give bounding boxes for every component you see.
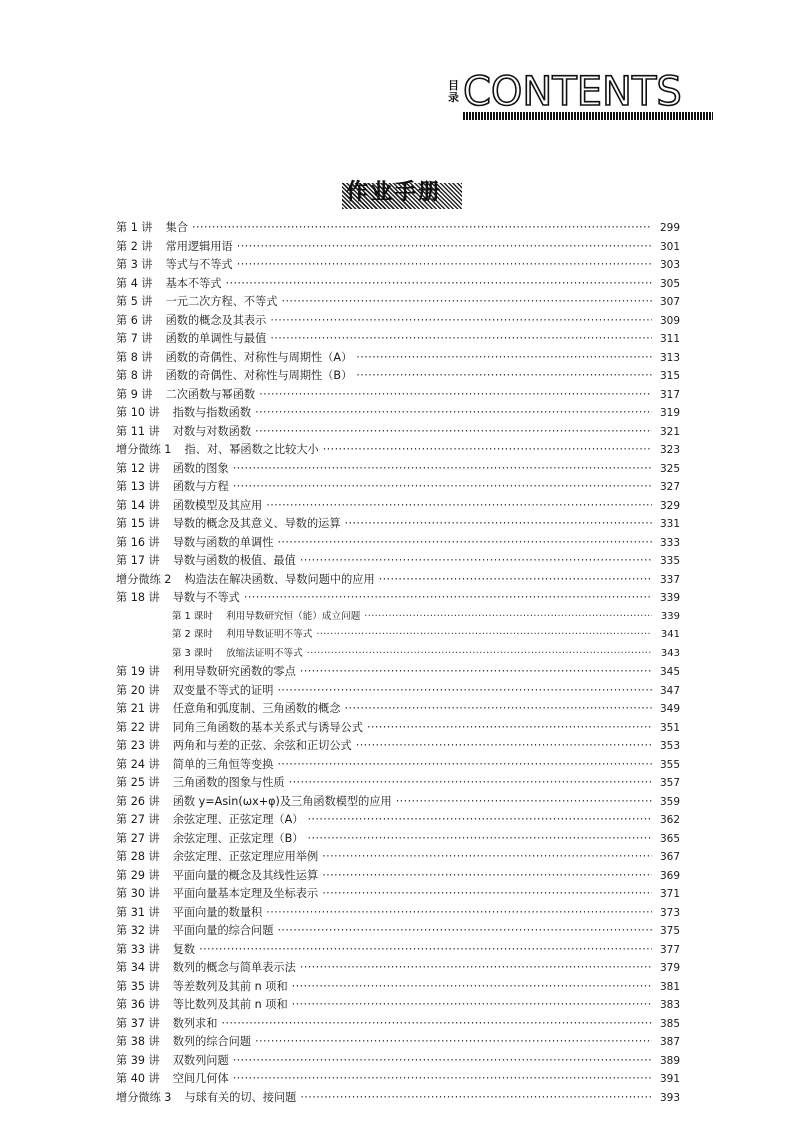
- toc-entry-number: 第 28 讲: [116, 850, 160, 863]
- toc-entry-title: 平面向量基本定理及坐标表示: [172, 887, 319, 900]
- toc-page-number: 347: [659, 684, 680, 697]
- toc-entry-number: 第 26 讲: [116, 794, 160, 808]
- toc-entry[interactable]: [116, 904, 680, 923]
- toc-entry[interactable]: [116, 719, 680, 738]
- toc-page-number: 321: [659, 425, 680, 438]
- toc-leader-dots: [396, 793, 652, 811]
- toc-entry-title: 构造法在解决函数、导数问题中的应用: [184, 572, 375, 586]
- toc-leader-dots: [237, 238, 652, 256]
- toc-leader-dots: [292, 996, 652, 1014]
- toc-leader-dots: [233, 478, 652, 496]
- toc-entry[interactable]: [116, 275, 680, 294]
- toc-page-number: 391: [659, 1073, 680, 1085]
- toc-entry-number: 第 19 讲: [116, 665, 160, 678]
- toc-entry[interactable]: [116, 1070, 680, 1089]
- toc-entry-title: 余弦定理、正弦定理应用举例: [172, 850, 319, 863]
- toc-entry-title: 数列的概念与简单表示法: [172, 961, 296, 974]
- toc-entry-title: 导数与不等式: [172, 591, 240, 604]
- toc-entry-title: 基本不等式: [165, 276, 222, 290]
- logo-word: CONTENTS: [463, 69, 682, 115]
- toc-entry-title: 复数: [172, 942, 196, 956]
- toc-entry-title: 双数列问题: [172, 1053, 229, 1067]
- toc-entry[interactable]: [116, 386, 680, 405]
- toc-entry-number: 增分微练 1: [116, 443, 172, 456]
- toc-entry-title: 同角三角函数的基本关系式与诱导公式: [172, 720, 363, 734]
- toc-entry[interactable]: [116, 589, 680, 608]
- toc-entry-number: 第 12 讲: [116, 461, 160, 475]
- toc-entry-title: 两角和与差的正弦、余弦和正切公式: [172, 739, 352, 752]
- toc-entry-number: 第 21 讲: [116, 702, 160, 715]
- toc-entry[interactable]: [116, 959, 680, 978]
- toc-entry[interactable]: [116, 793, 680, 812]
- toc-entry[interactable]: [116, 811, 680, 830]
- toc-entry-title: 函数模型及其应用: [172, 498, 263, 512]
- toc-entry-title: 函数的奇偶性、对称性与周期性（B）: [165, 369, 353, 382]
- toc-entry[interactable]: [116, 885, 680, 904]
- toc-entry-number: 第 29 讲: [116, 868, 160, 882]
- toc-leader-dots: [356, 349, 652, 367]
- toc-leader-dots: [192, 219, 652, 237]
- toc-entry-title: 放缩法证明不等式: [225, 647, 303, 659]
- toc-subentry[interactable]: [116, 645, 680, 664]
- toc-entry-title: 集合: [165, 221, 188, 234]
- toc-entry-title: 函数的单调性与最值: [165, 332, 267, 345]
- toc-entry-number: 第 23 讲: [116, 739, 160, 752]
- toc-page-number: 383: [659, 999, 680, 1011]
- toc-entry-number: 第 32 讲: [116, 924, 160, 937]
- toc-page-number: 339: [659, 592, 680, 604]
- toc-entry[interactable]: [116, 867, 680, 886]
- toc-entry-number: 第 22 讲: [116, 720, 160, 734]
- toc-entry-number: 第 5 讲: [116, 295, 153, 308]
- toc-entry[interactable]: [116, 700, 680, 719]
- toc-page-number: 367: [659, 851, 680, 863]
- toc-leader-dots: [316, 626, 652, 644]
- toc-entry-title: 余弦定理、正弦定理（B）: [172, 831, 304, 845]
- toc-page-number: 301: [659, 240, 680, 253]
- toc-entry-title: 利用导数研究函数的零点: [172, 665, 296, 678]
- toc-leader-dots: [237, 256, 652, 274]
- toc-entry[interactable]: [116, 423, 680, 442]
- toc-entry[interactable]: [116, 1033, 680, 1052]
- toc-entry[interactable]: [116, 293, 680, 312]
- toc-entry-title: 与球有关的切、接问题: [184, 1090, 297, 1104]
- toc-leader-dots: [277, 534, 652, 552]
- toc-entry-title: 常用逻辑用语: [165, 239, 233, 253]
- toc-entry-title: 数列求和: [172, 1016, 218, 1030]
- toc-entry[interactable]: [116, 349, 680, 368]
- toc-entry-title: 导数与函数的极值、最值: [172, 554, 296, 567]
- toc-entry-title: 平面向量的综合问题: [172, 924, 274, 937]
- toc-entry-title: 任意角和弧度制、三角函数的概念: [172, 702, 341, 715]
- toc-entry[interactable]: [116, 848, 680, 867]
- toc-entry-number: 第 1 课时: [172, 610, 213, 622]
- toc-entry-title: 利用导数研究恒（能）成立问题: [225, 610, 361, 622]
- toc-leader-dots: [259, 386, 652, 404]
- toc-entry[interactable]: [116, 534, 680, 553]
- toc-entry[interactable]: [116, 219, 680, 238]
- toc-leader-dots: [266, 497, 652, 515]
- toc-page-number: 355: [659, 758, 680, 771]
- toc-leader-dots: [345, 700, 652, 718]
- toc-page-number: 345: [659, 666, 680, 678]
- toc-page-number: 393: [659, 1091, 680, 1104]
- toc-entry-title: 余弦定理、正弦定理（A）: [172, 813, 304, 826]
- contents-logo: [448, 69, 710, 120]
- toc-page-number: 365: [659, 832, 680, 845]
- toc-entry-number: 第 6 讲: [116, 313, 153, 327]
- toc-page-number: 359: [659, 795, 680, 808]
- toc-page-number: 311: [659, 333, 680, 345]
- toc-entry-number: 第 25 讲: [116, 776, 160, 789]
- toc-entry-number: 第 37 讲: [116, 1016, 160, 1030]
- toc-leader-dots: [322, 867, 652, 885]
- toc-entry[interactable]: [116, 830, 680, 849]
- toc-page-number: 369: [659, 869, 680, 882]
- toc-entry[interactable]: [116, 404, 680, 423]
- toc-entry[interactable]: [116, 663, 680, 682]
- toc-entry-title: 函数 y=Asin(ωx+φ)及三角函数模型的应用: [172, 794, 392, 808]
- toc-entry-number: 增分微练 2: [116, 572, 172, 586]
- toc-entry-number: 第 40 讲: [116, 1072, 160, 1085]
- toc-entry[interactable]: [116, 682, 680, 701]
- toc-entry-title: 导数的概念及其意义、导数的运算: [172, 517, 341, 530]
- toc-entry-number: 第 15 讲: [116, 517, 160, 530]
- toc-entry[interactable]: [116, 330, 680, 349]
- toc-leader-dots: [270, 312, 652, 330]
- toc-entry-number: 第 3 课时: [172, 647, 213, 659]
- toc-leader-dots: [255, 404, 652, 422]
- toc-entry-number: 第 38 讲: [116, 1035, 160, 1048]
- toc-leader-dots: [345, 515, 652, 533]
- toc-page-number: 315: [659, 370, 680, 382]
- toc-page-number: 307: [659, 296, 680, 308]
- toc-entry[interactable]: [116, 941, 680, 960]
- toc-page-number: 387: [659, 1036, 680, 1048]
- toc-subentry[interactable]: [116, 608, 680, 627]
- toc-entry-number: 第 10 讲: [116, 406, 160, 419]
- toc-entry-title: 函数的概念及其表示: [165, 313, 267, 327]
- toc-entry-number: 第 30 讲: [116, 887, 160, 900]
- toc-entry-number: 第 33 讲: [116, 942, 160, 956]
- toc-entry-title: 利用导数证明不等式: [225, 629, 313, 640]
- toc-entry-number: 第 39 讲: [116, 1053, 160, 1067]
- toc-page-number: 305: [659, 277, 680, 290]
- toc-leader-dots: [364, 608, 652, 626]
- toc-entry-title: 空间几何体: [172, 1072, 229, 1085]
- toc-entry-title: 三角函数的图象与性质: [172, 776, 285, 789]
- toc-entry[interactable]: [116, 460, 680, 479]
- toc-page-number: 349: [659, 703, 680, 715]
- toc-page-number: 337: [659, 573, 680, 586]
- toc-page-number: 373: [659, 906, 680, 919]
- toc-entry-title: 等差数列及其前 n 项和: [172, 979, 288, 993]
- toc-entry-number: 第 20 讲: [116, 683, 160, 697]
- toc-leader-dots: [307, 811, 652, 829]
- toc-entry[interactable]: [116, 756, 680, 775]
- toc-entry-title: 双变量不等式的证明: [172, 683, 274, 697]
- toc-page-number: 389: [659, 1054, 680, 1067]
- toc-entry-number: 第 1 讲: [116, 221, 153, 234]
- toc-subentry[interactable]: [116, 626, 680, 645]
- toc-entry-title: 简单的三角恒等变换: [172, 757, 274, 771]
- toc-entry[interactable]: [116, 571, 680, 590]
- toc-page-number: 303: [659, 259, 680, 271]
- toc-leader-dots: [233, 1070, 652, 1088]
- toc-entry-number: 第 24 讲: [116, 757, 160, 771]
- toc-entry[interactable]: [116, 978, 680, 997]
- toc-entry-title: 二次函数与幂函数: [165, 387, 256, 401]
- toc-page-number: 313: [659, 351, 680, 364]
- toc-page-number: 385: [659, 1017, 680, 1030]
- toc-entry-number: 第 16 讲: [116, 535, 160, 549]
- section-title-label: 作业手册: [345, 180, 442, 205]
- toc-entry-title: 平面向量的概念及其线性运算: [172, 868, 319, 882]
- toc-leader-dots: [322, 848, 652, 866]
- toc-entry-number: 第 9 讲: [116, 387, 153, 401]
- toc-leader-dots: [282, 293, 653, 311]
- toc-entry-number: 第 3 讲: [116, 258, 153, 271]
- toc-leader-dots: [233, 1052, 652, 1070]
- toc-page-number: 353: [659, 740, 680, 752]
- toc-page-number: 335: [659, 555, 680, 567]
- toc-page-number: 299: [659, 222, 680, 234]
- toc-leader-dots: [356, 737, 652, 755]
- toc-leader-dots: [379, 571, 652, 589]
- toc-leader-dots: [244, 589, 652, 607]
- toc-entry[interactable]: [116, 441, 680, 460]
- toc-leader-dots: [300, 552, 652, 570]
- toc-leader-dots: [222, 1015, 653, 1033]
- toc-entry[interactable]: [116, 552, 680, 571]
- toc-entry-title: 平面向量的数量积: [172, 905, 263, 919]
- toc-leader-dots: [266, 904, 652, 922]
- toc-entry-number: 增分微练 3: [116, 1090, 172, 1104]
- toc-entry-title: 等式与不等式: [165, 258, 233, 271]
- toc-entry[interactable]: [116, 515, 680, 534]
- toc-leader-dots: [277, 682, 652, 700]
- toc-entry-number: 第 4 讲: [116, 276, 153, 290]
- toc-page-number: 379: [659, 962, 680, 974]
- toc-entry[interactable]: [116, 497, 680, 516]
- toc-entry[interactable]: [116, 478, 680, 497]
- toc-entry[interactable]: [116, 1015, 680, 1034]
- toc-entry-number: 第 34 讲: [116, 961, 160, 974]
- toc-entry-number: 第 17 讲: [116, 554, 160, 567]
- toc-page-number: 323: [659, 444, 680, 456]
- toc-entry-title: 函数的奇偶性、对称性与周期性（A）: [165, 350, 353, 364]
- toc-leader-dots: [322, 885, 652, 903]
- toc-page-number: 341: [660, 629, 680, 640]
- toc-entry[interactable]: [116, 737, 680, 756]
- toc-page-number: 327: [659, 481, 680, 493]
- toc-entry-number: 第 11 讲: [116, 424, 160, 438]
- toc-leader-dots: [300, 1089, 652, 1107]
- toc-entry-number: 第 13 讲: [116, 480, 160, 493]
- toc-entry-number: 第 35 讲: [116, 979, 160, 993]
- toc-entry[interactable]: [116, 256, 680, 275]
- toc-entry-title: 函数的图象: [172, 461, 229, 475]
- toc-leader-dots: [255, 1033, 652, 1051]
- mulu-label: 目录: [448, 79, 459, 104]
- toc-entry[interactable]: [116, 996, 680, 1015]
- toc-entry-title: 指、对、幂函数之比较大小: [184, 443, 319, 456]
- toc-entry[interactable]: [116, 367, 680, 386]
- toc-leader-dots: [270, 330, 652, 348]
- toc-entry-title: 指数与指数函数: [172, 406, 252, 419]
- toc-entry-title: 函数与方程: [172, 480, 229, 493]
- toc-page-number: 339: [660, 610, 680, 622]
- toc-leader-dots: [277, 922, 652, 940]
- toc-page-number: 325: [659, 462, 680, 475]
- toc-page-number: 319: [659, 407, 680, 419]
- toc-entry[interactable]: [116, 1089, 680, 1108]
- toc-leader-dots: [307, 645, 652, 663]
- toc-entry-number: 第 14 讲: [116, 498, 160, 512]
- toc-leader-dots: [367, 719, 652, 737]
- toc-leader-dots: [233, 460, 652, 478]
- toc-entry-number: 第 18 讲: [116, 591, 160, 604]
- toc-page-number: 381: [659, 980, 680, 993]
- toc-entry-number: 第 8 讲: [116, 369, 153, 382]
- toc-leader-dots: [199, 941, 652, 959]
- toc-page-number: 357: [659, 777, 680, 789]
- toc-entry-number: 第 31 讲: [116, 905, 160, 919]
- toc-page-number: 377: [659, 943, 680, 956]
- toc-leader-dots: [300, 663, 652, 681]
- toc-entry-number: 第 2 讲: [116, 239, 153, 253]
- toc-page-number: 331: [659, 518, 680, 530]
- toc-leader-dots: [300, 959, 652, 977]
- toc-entry[interactable]: [116, 312, 680, 331]
- toc-leader-dots: [323, 441, 652, 459]
- toc-leader-dots: [277, 756, 652, 774]
- toc-page-number: 362: [659, 814, 680, 826]
- toc-leader-dots: [307, 830, 652, 848]
- toc-entry-title: 等比数列及其前 n 项和: [172, 998, 288, 1011]
- toc-leader-dots: [292, 978, 652, 996]
- toc-entry-number: 第 7 讲: [116, 332, 153, 345]
- toc-leader-dots: [226, 275, 652, 293]
- toc-entry-title: 一元二次方程、不等式: [165, 295, 278, 308]
- toc-leader-dots: [289, 774, 652, 792]
- toc-leader-dots: [255, 423, 652, 441]
- toc-entry[interactable]: [116, 774, 680, 793]
- toc-page-number: 333: [659, 536, 680, 549]
- section-title: [338, 180, 462, 210]
- toc-entry[interactable]: [116, 922, 680, 941]
- toc-entry-number: 第 27 讲: [116, 831, 160, 845]
- toc-page-number: 329: [659, 499, 680, 512]
- toc-entry-number: 第 8 讲: [116, 350, 153, 364]
- toc-page-number: 309: [659, 314, 680, 327]
- toc-page-number: 351: [659, 721, 680, 734]
- toc-leader-dots: [356, 367, 652, 385]
- toc-page-number: 375: [659, 925, 680, 937]
- toc-list: [116, 219, 680, 1107]
- toc-entry[interactable]: [116, 1052, 680, 1071]
- toc-entry[interactable]: [116, 238, 680, 257]
- toc-entry-title: 对数与对数函数: [172, 424, 252, 438]
- toc-entry-number: 第 27 讲: [116, 813, 160, 826]
- toc-entry-number: 第 36 讲: [116, 998, 160, 1011]
- toc-page-number: 371: [659, 888, 680, 900]
- toc-entry-title: 数列的综合问题: [172, 1035, 252, 1048]
- toc-page-number: 343: [660, 647, 680, 659]
- toc-entry-number: 第 2 课时: [172, 629, 213, 640]
- toc-entry-title: 导数与函数的单调性: [172, 535, 274, 549]
- toc-page-number: 317: [659, 388, 680, 401]
